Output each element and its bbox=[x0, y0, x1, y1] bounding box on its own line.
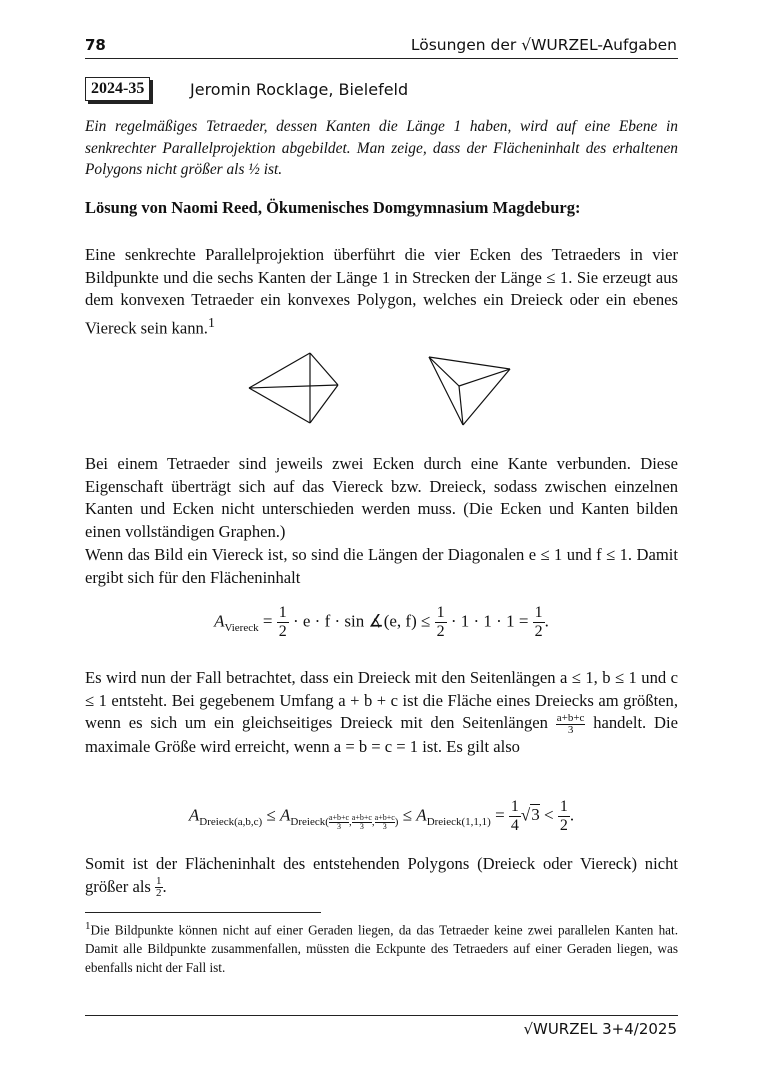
triangle-projection bbox=[429, 357, 510, 425]
eq1-frac-2: $\frac{1}{2}$ bbox=[436, 604, 445, 640]
conclusion-half: $\frac{1}{2}$ bbox=[156, 875, 162, 900]
solution-heading: Lösung von Naomi Reed, Ökumenisches Domgymnasium Magdeburg: bbox=[85, 198, 581, 217]
eq2-half: $\frac{1}{2}$ bbox=[559, 798, 568, 834]
problem-id-box: 2024-35 bbox=[85, 77, 150, 101]
eq1-frac-1: $\frac{1}{2}$ bbox=[278, 604, 287, 640]
eq1-product: · 1 · 1 · 1 = bbox=[450, 611, 529, 631]
tetrahedron-projections-figure bbox=[245, 348, 515, 430]
footer-journal: √WURZEL 3+4/2025 bbox=[523, 1020, 677, 1038]
eq1-middle: · e · f · sin ∡(e, f) ≤ bbox=[292, 611, 431, 631]
paragraph-4-tail: handelt. Die maximale Größe wird erreicht, wenn a = b = c = 1 ist. Es gilt also bbox=[85, 713, 678, 756]
paragraph-4-text: Es wird nun der Fall betrachtet, dass ein Dreieck mit den Seitenlängen a ≤ 1, b ≤ 1 und c ≤ 1 entsteht. Bei gegebenem Umfang a + b + c ist die Fläche eines Dreiecks am größten, wenn es sich um ein gleichseitiges Dreieck mit den Seitenlängen bbox=[85, 668, 678, 732]
footnote-rule bbox=[85, 912, 321, 913]
paragraph-4 bbox=[85, 667, 678, 758]
paragraph-2: Bei einem Tetraeder sind jeweils zwei Ecken durch eine Kante verbunden. Diese Eigenschaft überträgt sich auf das Viereck bzw. Dreieck, sodass zwischen einzelnen Kanten und Ecken nicht unterschieden werden muss. (Die Ecken und Kanten bilden einen vollständigen Graphen.) bbox=[85, 454, 678, 541]
paragraph-1 bbox=[85, 244, 678, 340]
eq2-sub-equilateral: Dreieck( a+b+c 3 , a+b+c 3 , a+b+c 3 ) bbox=[290, 812, 399, 831]
running-header-title: Lösungen der √WURZEL-Aufgaben bbox=[410, 36, 677, 54]
paragraph-3: Wenn das Bild ein Viereck ist, so sind die Längen der Diagonalen e ≤ 1 und f ≤ 1. Damit ergibt sich für den Flächeninhalt bbox=[85, 545, 678, 587]
equation-area-quadrilateral: $A_{Viereck}$ = $\frac{1}{2}$ · e · f · sin ∡(e, f) ≤ $\frac{1}{2}$ · 1 · 1 · 1 = $\frac{1}{2}$ . bbox=[214, 604, 549, 640]
eq2-sqrt3: 3 bbox=[531, 805, 540, 825]
problem-text: Ein regelmäßiges Tetraeder, dessen Kanten die Länge 1 haben, wird auf eine Ebene in senkrechter Parallelprojektion abgebildet. Man zeige, dass der Flächeninhalt des erhaltenen Polygons nicht größer als ½ ist. bbox=[85, 118, 678, 178]
quadrilateral-projection bbox=[249, 353, 338, 423]
eq1-frac-3: $\frac{1}{2}$ bbox=[534, 604, 543, 640]
header-rule bbox=[85, 58, 678, 59]
eq2-sub-abc: Dreieck(a,b,c) bbox=[199, 815, 263, 828]
paragraph-1-text: Eine senkrechte Parallelprojektion überführt die vier Ecken des Tetraeders in vier Bildpunkte und die sechs Kanten der Länge 1 in Strecken der Länge ≤ 1. Sie erzeugt aus dem konvexen Tetraeder ein konvexes Polygon, welches ein Dreieck oder ein ebenes Viereck sein kann. bbox=[85, 245, 678, 338]
problem-author: Jeromin Rocklage, Bielefeld bbox=[190, 80, 409, 99]
eq2-sub-unit: Dreieck(1,1,1) bbox=[426, 815, 491, 828]
paragraph-5: Somit ist der Flächeninhalt des entstehenden Polygons (Dreieck oder Viereck) nicht größer als $\frac{1}{2}$ . bbox=[85, 854, 678, 900]
footer-rule bbox=[85, 1015, 678, 1016]
eq2-quarter: $\frac{1}{4}$ bbox=[510, 798, 519, 834]
eq1-lhs: A bbox=[214, 611, 225, 631]
footnote-ref: 1 bbox=[207, 314, 215, 330]
problem-statement bbox=[85, 116, 678, 181]
footnote-mark: 1 bbox=[85, 920, 91, 932]
footnote-text: Die Bildpunkte können nicht auf einer Geraden liegen, da das Tetraeder keine zwei parallelen Kanten hat. Damit alle Bildpunkte zusammenfallen, müssten die Eckpunte des Tetraeders auf einer Geraden liegen, was ebenfalls nicht der Fall ist. bbox=[85, 922, 678, 976]
page-number: 78 bbox=[85, 36, 106, 54]
footnote bbox=[85, 917, 678, 977]
equation-area-triangle: $A_{Dreieck(a,b,c)} \le A_{Dreieck( \frac{a+b+c}{3} , \frac{a+b+c}{3} , \frac{a+b+c}{3} )} \le A_{Dreieck(1,1,1)}$ = $\frac{1}{4}$ √3 < $\frac{1}{2}$ . bbox=[188, 798, 575, 834]
paragraph-5-text: Somit ist der Flächeninhalt des entstehenden Polygons (Dreieck oder Viereck) nicht größer als bbox=[85, 854, 678, 896]
eq1-lhs-sub: Viereck bbox=[224, 621, 259, 634]
side-length-fraction: $\frac{a+b+c}{3}$ bbox=[556, 711, 585, 736]
